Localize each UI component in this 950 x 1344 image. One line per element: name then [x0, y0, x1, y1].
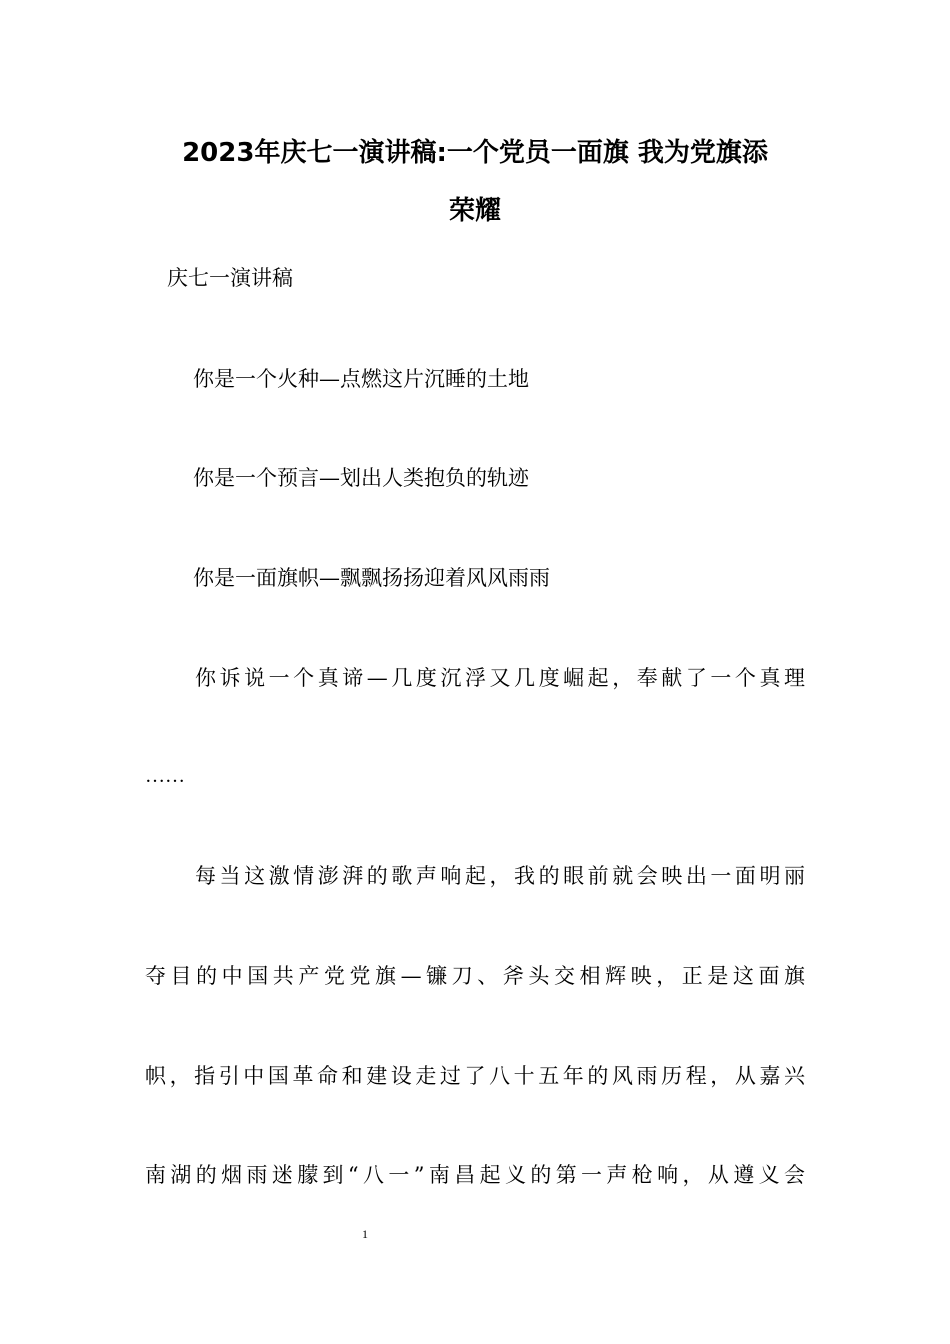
page-number: 1 [362, 1227, 368, 1241]
paragraph-line: 夺目的中国共产党党旗—镰刀、斧头交相辉映，正是这面旗 [145, 964, 805, 988]
paragraph-line: 每当这激情澎湃的歌声响起，我的眼前就会映出一面明丽 [195, 864, 805, 888]
paragraph-line: 南湖的烟雨迷朦到“八一”南昌起义的第一声枪响，从遵义会 [145, 1163, 805, 1187]
document-title-line-1: 2023年庆七一演讲稿:一个党员一面旗 我为党旗添 [182, 138, 768, 168]
paragraph-line: 帜，指引中国革命和建设走过了八十五年的风雨历程，从嘉兴 [145, 1064, 805, 1088]
ellipsis: …… [145, 765, 185, 787]
document-title-line-2: 荣耀 [448, 196, 501, 226]
poem-line: 你诉说一个真谛—几度沉浮又几度崛起，奉献了一个真理 [195, 666, 805, 690]
poem-line: 你是一个火种—点燃这片沉睡的土地 [193, 367, 529, 391]
poem-line: 你是一面旗帜—飘飘扬扬迎着风风雨雨 [193, 566, 550, 590]
poem-line: 你是一个预言—划出人类抱负的轨迹 [193, 466, 529, 490]
subtitle: 庆七一演讲稿 [167, 266, 293, 290]
